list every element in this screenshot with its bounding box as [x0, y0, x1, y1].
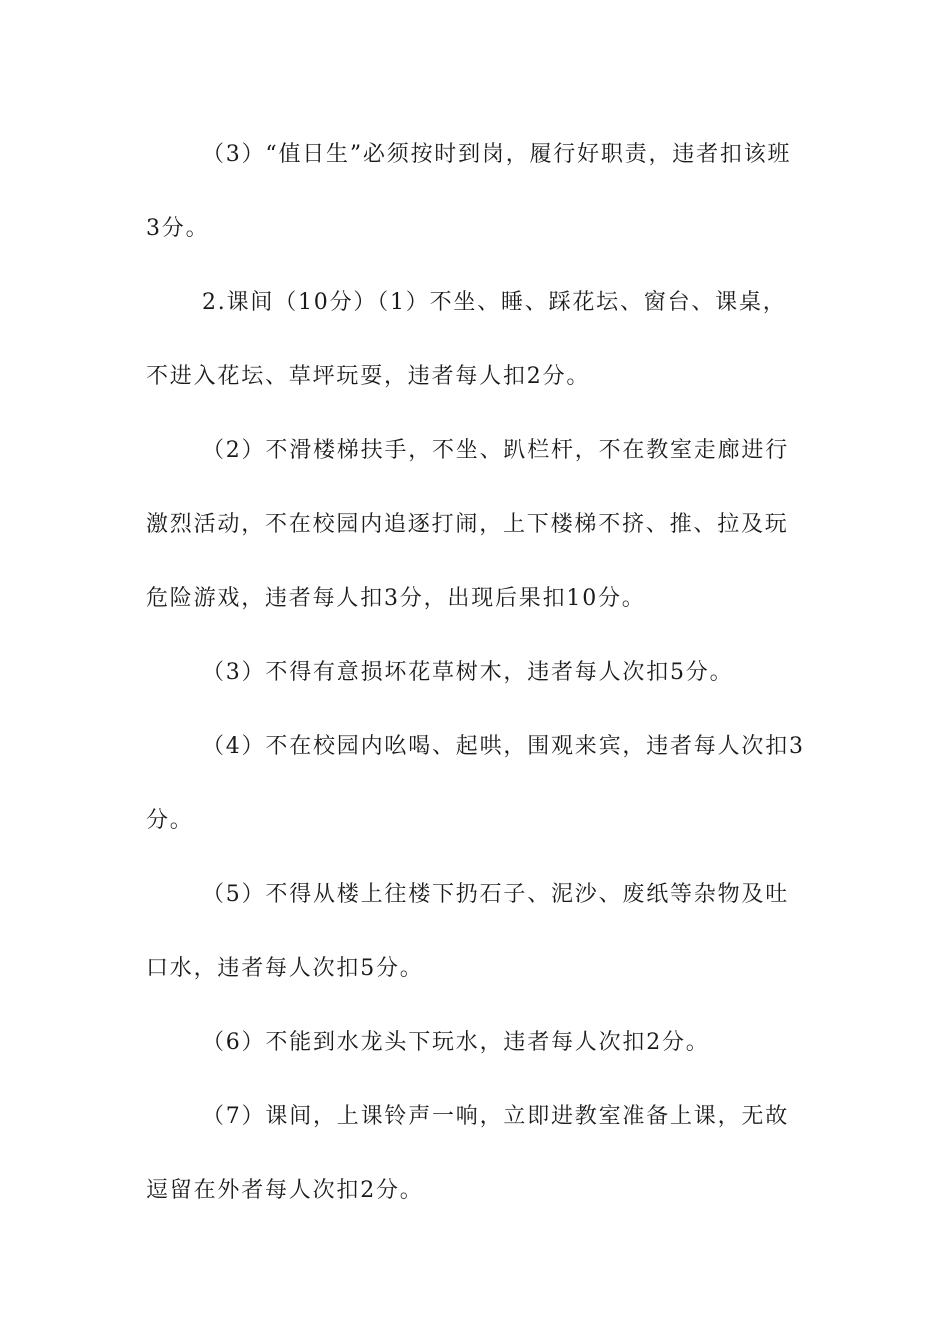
- paragraph-duty-student: （3）“值日生”必须按时到岗，履行好职责，违者扣该班3分。: [146, 142, 792, 241]
- paragraph-break-rules-3: （3）不得有意损坏花草树木，违者每人次扣5分。: [202, 660, 734, 685]
- paragraph-break-rules-2: （2）不滑楼梯扶手，不坐、趴栏杆，不在教室走廊进行激烈活动，不在校园内追逐打闹，上下楼梯不挤、推、拉及玩危险游戏，违者每人扣3分，出现后果扣10分。: [146, 438, 789, 611]
- paragraph-break-rules-1: 2.课间（10分）（1）不坐、睡、踩花坛、窗台、课桌，不进入花坛、草坪玩耍，违者每人扣2分。: [146, 290, 787, 389]
- paragraph-break-rules-6: （6）不能到水龙头下玩水，违者每人次扣2分。: [202, 1030, 710, 1055]
- paragraph-break-rules-5: （5）不得从楼上往楼下扔石子、泥沙、废纸等杂物及吐口水，违者每人次扣5分。: [146, 882, 789, 981]
- paragraph-break-rules-7: （7）课间，上课铃声一响，立即进教室准备上课，无故逗留在外者每人次扣2分。: [146, 1104, 789, 1203]
- paragraph-break-rules-4: （4）不在校园内吆喝、起哄，围观来宾，违者每人次扣3分。: [146, 734, 805, 833]
